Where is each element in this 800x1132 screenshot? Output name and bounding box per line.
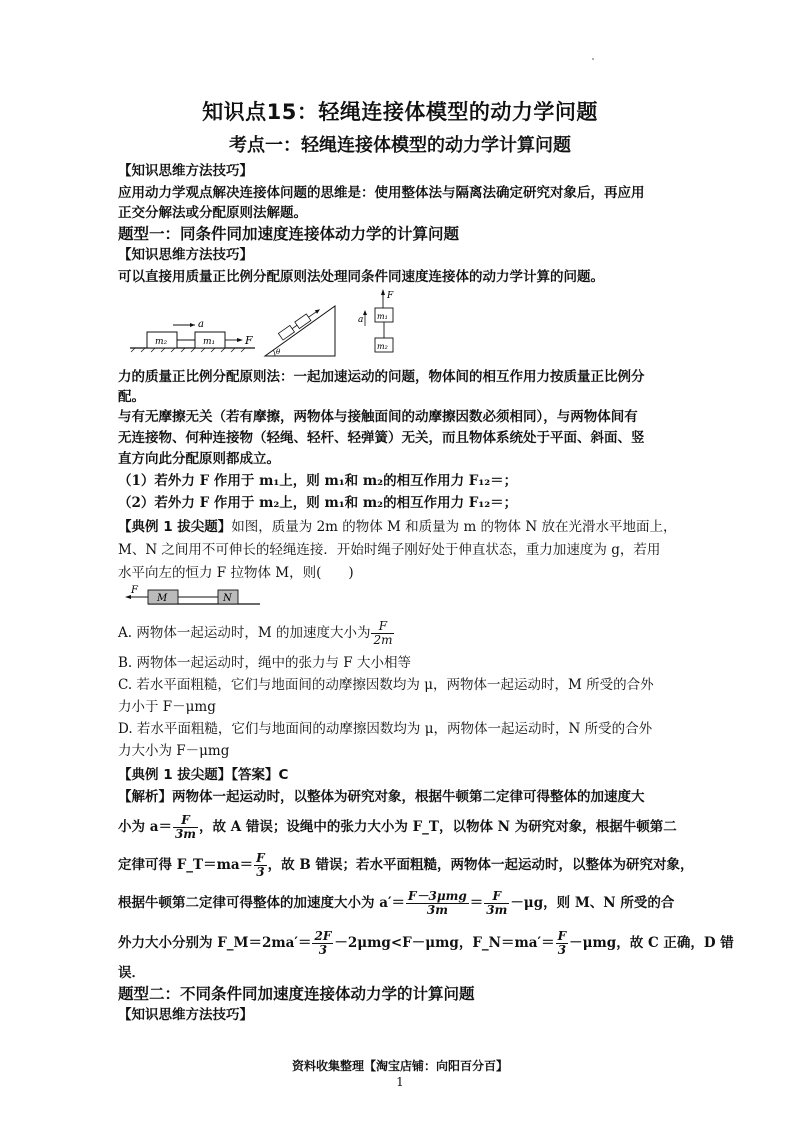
rule-line: 直方向此分配原则都成立。	[118, 451, 280, 467]
label-a-up: a	[358, 315, 364, 325]
section-subtitle: 考点一：轻绳连接体模型的动力学计算问题	[229, 135, 571, 156]
option-c: C. 若水平面粗糙，它们与地面间的动摩擦因数均为 μ，两物体一起运动时，M 所受的合外	[118, 677, 654, 693]
connected-bodies-figure	[125, 288, 425, 363]
fraction: $\frac{F}{2m}$	[373, 619, 393, 647]
label-theta: θ	[276, 348, 281, 356]
paragraph-line: 正交分解法或分配原则法解题。	[118, 205, 307, 221]
option-d: 力大小为 F－μmg	[118, 743, 230, 759]
label-F: F	[245, 334, 253, 347]
page-footer: 资料收集整理【淘宝店铺：向阳百分百】	[291, 1059, 508, 1073]
case-one: （1）若外力 F 作用于 m₁上，则 m₁和 m₂的相互作用力 F₁₂＝；	[118, 473, 518, 489]
case-two: （2）若外力 F 作用于 m₂上，则 m₁和 m₂的相互作用力 F₁₂＝；	[118, 495, 518, 511]
label-F-up: F	[387, 291, 394, 301]
rule-line: 无连接物、何种连接物（轻绳、轻杆、轻弹簧）无关，而且物体系统处于平面、斜面、竖	[118, 430, 645, 446]
fig2-label-M: M	[157, 593, 168, 604]
fraction: $\frac{F}{3}$	[256, 851, 265, 879]
option-c: 力小于 F－μmg	[118, 699, 216, 715]
analysis-line	[118, 788, 688, 806]
label-a: a	[198, 319, 204, 330]
fig2-label-F: F	[131, 585, 138, 596]
analysis-line: 外力大小分别为 F_M＝2ma′＝ $\frac{2F}{3}$ －2μmg<F－μmg，F_N＝ma′＝ $\frac{F}{3}$ －μmg，故 C 正确，D 错	[118, 929, 734, 957]
type-one-heading: 题型一：同条件同加速度连接体动力学的计算问题	[118, 225, 460, 243]
example-line: 水平向左的恒力 F 拉物体 M，则( )	[118, 565, 354, 581]
rule-line: 力的质量正比例分配原则法：一起加速运动的问题，物体间的相互作用力按质量正比例分	[118, 369, 645, 385]
paragraph-line: 应用动力学观点解决连接体问题的思维是：使用整体法与隔离法确定研究对象后，再应用	[118, 185, 645, 201]
method-tag: 【知识思维方法技巧】	[118, 163, 253, 179]
example-text: 如图，质量为 2m 的物体 M 和质量为 m 的物体 N 放在光滑水平地面上，	[231, 519, 677, 535]
analysis-line: 定律可得 F_T＝ma＝ $\frac{F}{3}$ ，故 B 错误；若水平面粗糙，两物体一起运动时，以整体为研究对象，	[118, 851, 694, 879]
fig2-label-N: N	[223, 593, 232, 604]
page-number: 1	[396, 1075, 404, 1089]
label-m1: m₁	[203, 337, 216, 347]
paragraph-line: 可以直接用质量正比例分配原则法处理同条件同速度连接体的动力学计算的问题。	[118, 269, 604, 285]
analysis-text: 两物体一起运动时，以整体为研究对象，根据牛顿第二定律可得整体的加速度大	[172, 789, 645, 805]
method-tag: 【知识思维方法技巧】	[118, 247, 253, 263]
blocks-mn-figure	[120, 584, 260, 608]
page-title: 知识点15：轻绳连接体模型的动力学问题	[202, 100, 598, 124]
option-a-text: A. 两物体一起运动时，M 的加速度大小为	[118, 625, 371, 641]
scan-speck	[592, 58, 594, 60]
svg-text:m₁: m₁	[377, 312, 388, 321]
label-m2: m₂	[155, 337, 168, 347]
fraction: $\frac{F}{3m}$	[174, 813, 196, 841]
example-line	[118, 518, 688, 536]
answer-line: 【典例 1 拔尖题】【答案】C	[118, 767, 289, 783]
method-tag: 【知识思维方法技巧】	[118, 1007, 253, 1023]
option-a	[118, 620, 688, 647]
rule-line: 配。	[118, 389, 145, 405]
fraction: $\frac{\text{F－3μmg}}{3m}$	[408, 889, 467, 917]
example-tag: 【典例 1 拔尖题】	[118, 519, 232, 535]
option-d: D. 若水平面粗糙，它们与地面间的动摩擦因数均为 μ，两物体一起运动时，N 所受的合外	[118, 721, 653, 737]
analysis-line: 根据牛顿第二定律可得整体的加速度大小为 a′＝ $\frac{\text{F－3μmg}}{3m}$ ＝ $\frac{F}{3m}$ －μg，则 M、N 所受的合	[118, 889, 675, 917]
rule-line: 与有无摩擦无关（若有摩擦，两物体与接触面间的动摩擦因数必须相同），与两物体间有	[118, 409, 638, 425]
analysis-tag: 【解析】	[118, 789, 172, 805]
type-two-heading: 题型二：不同条件同加速度连接体动力学的计算问题	[118, 985, 475, 1003]
option-b: B. 两物体一起运动时，绳中的张力与 F 大小相等	[118, 655, 411, 671]
fraction: $\frac{2F}{3}$	[314, 929, 332, 957]
svg-text:m₂: m₂	[377, 342, 388, 351]
analysis-line: 误．	[118, 965, 145, 981]
fraction: $\frac{F}{3}$	[557, 929, 567, 957]
analysis-line: 小为 a＝ $\frac{F}{3m}$ ，故 A 错误；设绳中的张力大小为 F_T，以物体 N 为研究对象，根据牛顿第二	[118, 813, 677, 841]
fraction: $\frac{F}{3m}$	[486, 889, 508, 917]
example-line: M、N 之间用不可伸长的轻绳连接．开始时绳子刚好处于伸直状态，重力加速度为 g，若用	[118, 542, 661, 558]
